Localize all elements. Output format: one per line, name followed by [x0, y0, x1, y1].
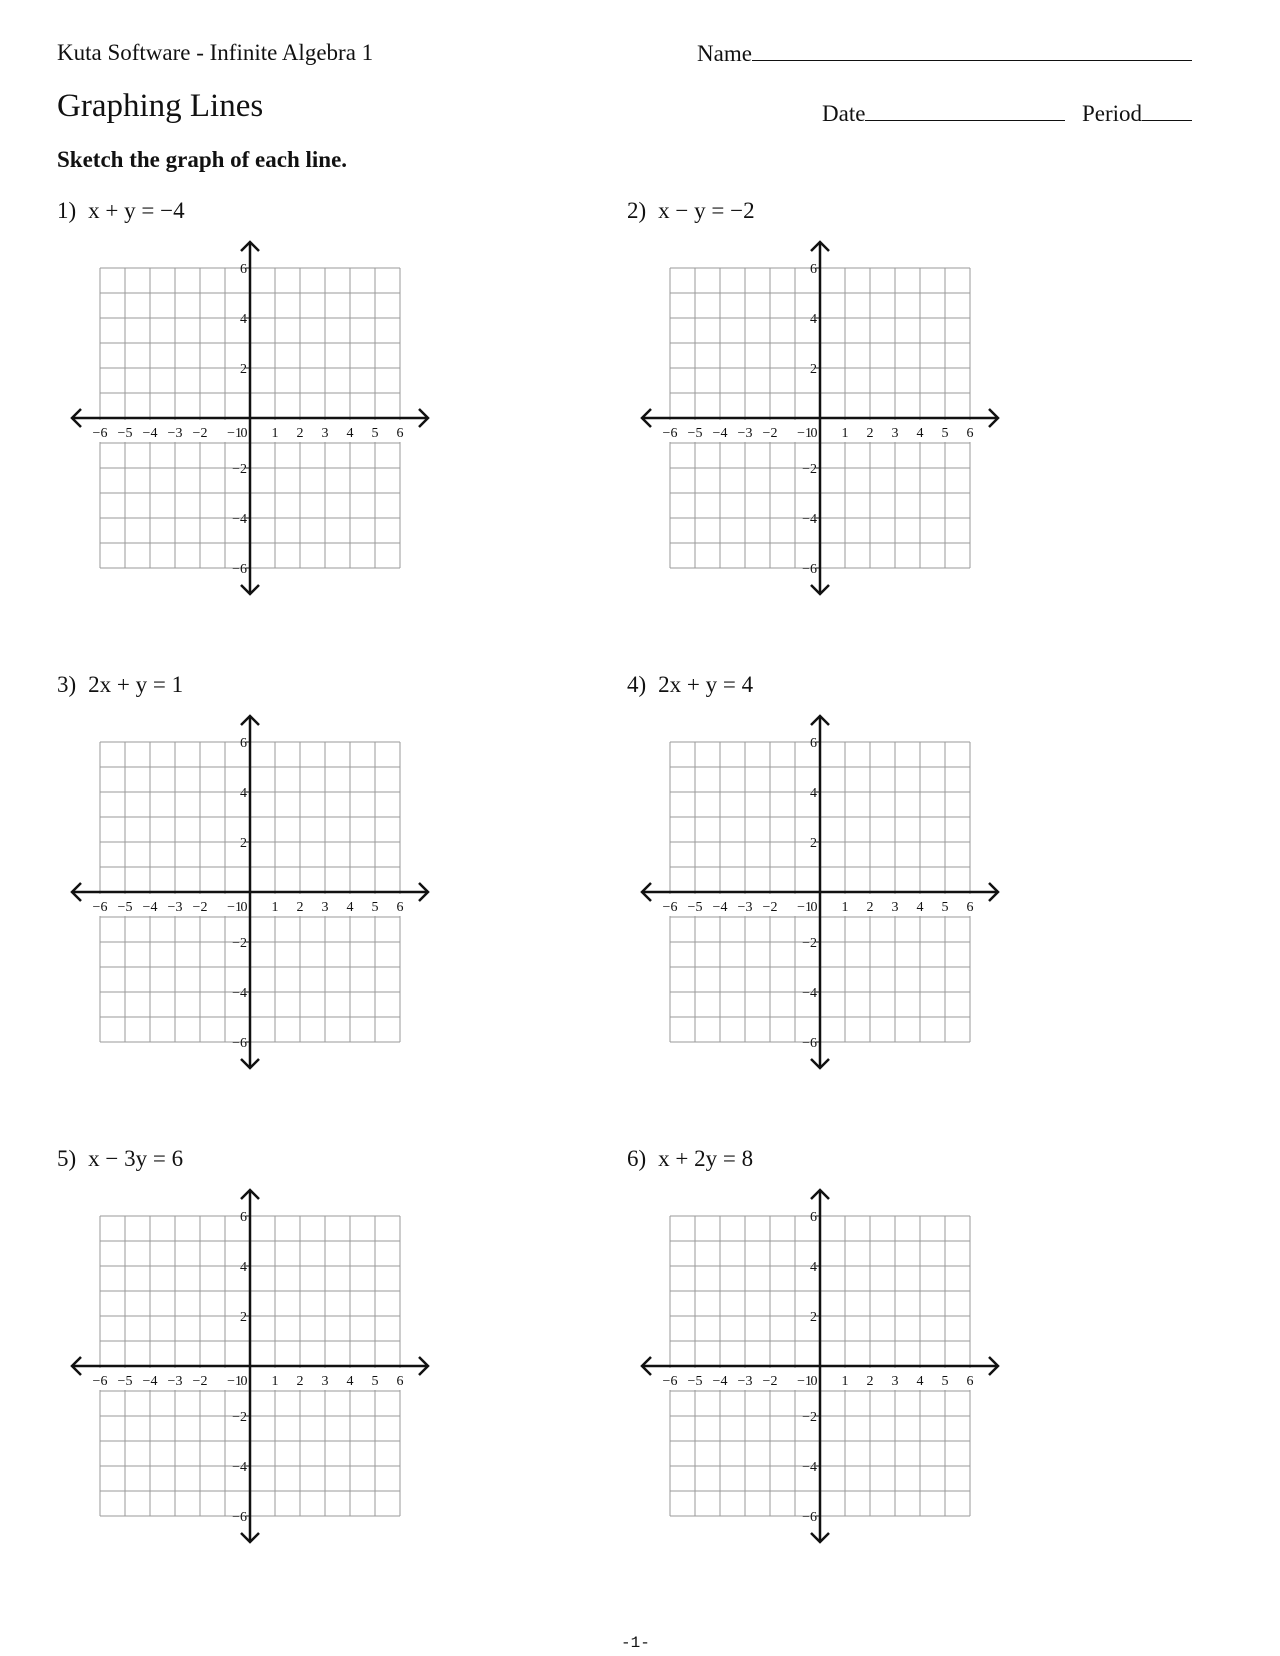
x-tick-label: 6 [396, 426, 404, 441]
period-blank[interactable] [1142, 100, 1192, 121]
problem-equation: x + y = −4 [88, 198, 185, 223]
x-tick-label: 2 [866, 900, 874, 915]
x-tick-label: 2 [866, 1374, 874, 1389]
x-tick-label: 2 [296, 1374, 304, 1389]
problem-3-label [57, 672, 183, 698]
x-tick-label: 4 [916, 900, 924, 915]
x-tick-label: −1 [227, 900, 242, 915]
x-tick-label: 6 [966, 900, 974, 915]
y-tick-label: −4 [232, 986, 247, 1001]
y-tick-label: 4 [240, 786, 247, 801]
y-tick-label: −2 [802, 462, 817, 477]
x-tick-label: 3 [321, 426, 329, 441]
x-tick-label: −3 [737, 1374, 753, 1389]
y-tick-label: −6 [232, 1510, 247, 1525]
problem-equation: 2x + y = 1 [88, 672, 184, 697]
x-tick-label: 3 [321, 1374, 329, 1389]
x-tick-label: 4 [916, 1374, 924, 1389]
x-tick-label: 0 [810, 1374, 818, 1389]
x-tick-label: 0 [810, 426, 818, 441]
problem-equation: x − 3y = 6 [88, 1146, 184, 1171]
x-tick-label: 4 [346, 1374, 354, 1389]
x-tick-label: −5 [687, 1374, 703, 1389]
x-tick-label: −1 [797, 900, 812, 915]
coordinate-grid-6[interactable] [640, 1186, 1000, 1546]
x-tick-label: −4 [142, 426, 158, 441]
x-tick-label: 1 [841, 900, 849, 915]
x-tick-label: 1 [271, 1374, 279, 1389]
x-tick-label: −5 [117, 900, 133, 915]
problem-6-label [627, 1146, 753, 1172]
coordinate-grid-2[interactable] [640, 238, 1000, 598]
problem-2-label [627, 198, 755, 224]
x-tick-label: 0 [810, 900, 818, 915]
x-tick-label: −2 [192, 900, 208, 915]
problem-number: 4) [627, 672, 647, 697]
x-tick-label: −6 [92, 426, 108, 441]
x-tick-label: −2 [762, 1374, 778, 1389]
x-tick-label: −4 [712, 900, 728, 915]
x-tick-label: −5 [687, 900, 703, 915]
y-tick-label: −6 [802, 562, 817, 577]
x-tick-label: 2 [296, 426, 304, 441]
problem-1-label [57, 198, 185, 224]
x-tick-label: 1 [271, 900, 279, 915]
x-tick-label: 5 [371, 900, 379, 915]
y-tick-label: 2 [240, 1310, 247, 1325]
x-tick-label: −3 [167, 426, 183, 441]
y-tick-label: 2 [240, 836, 247, 851]
y-tick-label: −4 [802, 512, 817, 527]
y-tick-label: −6 [802, 1510, 817, 1525]
x-tick-label: −5 [117, 426, 133, 441]
x-tick-label: −4 [712, 426, 728, 441]
name-field[interactable] [697, 40, 1192, 67]
x-tick-label: −4 [142, 1374, 158, 1389]
x-tick-label: −4 [712, 1374, 728, 1389]
problem-number: 3) [57, 672, 77, 697]
y-tick-label: 2 [240, 362, 247, 377]
y-tick-label: −2 [802, 936, 817, 951]
y-tick-label: 2 [810, 1310, 817, 1325]
x-tick-label: 0 [240, 426, 248, 441]
y-tick-label: −4 [802, 1460, 817, 1475]
y-tick-label: −2 [232, 1410, 247, 1425]
name-blank[interactable] [752, 40, 1192, 61]
y-tick-label: 4 [810, 1260, 817, 1275]
problem-equation: 2x + y = 4 [658, 672, 754, 697]
x-tick-label: −5 [117, 1374, 133, 1389]
x-tick-label: 5 [941, 900, 949, 915]
date-blank[interactable] [865, 100, 1065, 121]
coordinate-grid-1[interactable] [70, 238, 430, 598]
x-tick-label: −1 [227, 426, 242, 441]
y-tick-label: 4 [240, 312, 247, 327]
y-tick-label: 4 [240, 1260, 247, 1275]
x-tick-label: 0 [240, 1374, 248, 1389]
x-tick-label: −6 [662, 1374, 678, 1389]
y-tick-label: −2 [232, 462, 247, 477]
x-tick-label: −4 [142, 900, 158, 915]
y-tick-label: −6 [232, 562, 247, 577]
coordinate-grid-3[interactable] [70, 712, 430, 1072]
y-tick-label: −4 [802, 986, 817, 1001]
x-tick-label: −1 [227, 1374, 242, 1389]
problem-number: 5) [57, 1146, 77, 1171]
x-tick-label: 3 [321, 900, 329, 915]
x-tick-label: 4 [346, 900, 354, 915]
x-tick-label: 6 [966, 426, 974, 441]
x-tick-label: −2 [192, 426, 208, 441]
name-label: Name [697, 41, 752, 66]
problem-number: 6) [627, 1146, 647, 1171]
x-tick-label: 3 [891, 900, 899, 915]
x-tick-label: 2 [866, 426, 874, 441]
x-tick-label: 1 [841, 426, 849, 441]
software-header: Kuta Software - Infinite Algebra 1 [57, 40, 374, 65]
x-tick-label: 5 [371, 1374, 379, 1389]
x-tick-label: −6 [92, 900, 108, 915]
x-tick-label: −2 [192, 1374, 208, 1389]
period-field[interactable] [1082, 100, 1192, 127]
x-tick-label: 6 [966, 1374, 974, 1389]
y-tick-label: −2 [232, 936, 247, 951]
period-label: Period [1082, 101, 1143, 126]
x-tick-label: 4 [346, 426, 354, 441]
y-tick-label: 6 [240, 1210, 247, 1225]
x-tick-label: 5 [941, 426, 949, 441]
x-tick-label: −5 [687, 426, 703, 441]
y-tick-label: 4 [810, 312, 817, 327]
x-tick-label: −6 [92, 1374, 108, 1389]
page-number: -1- [621, 1634, 650, 1652]
problem-4-label [627, 672, 753, 698]
y-tick-label: −6 [232, 1036, 247, 1051]
y-tick-label: −2 [802, 1410, 817, 1425]
x-tick-label: 3 [891, 1374, 899, 1389]
y-tick-label: 2 [810, 836, 817, 851]
y-tick-label: 6 [240, 262, 247, 277]
y-tick-label: −4 [232, 1460, 247, 1475]
y-tick-label: −4 [232, 512, 247, 527]
y-tick-label: 6 [810, 736, 817, 751]
date-label: Date [822, 101, 866, 126]
problem-number: 1) [57, 198, 77, 223]
problem-equation: x + 2y = 8 [658, 1146, 754, 1171]
instructions: Sketch the graph of each line. [57, 147, 348, 172]
x-tick-label: −1 [797, 426, 812, 441]
x-tick-label: 2 [296, 900, 304, 915]
x-tick-label: 1 [271, 426, 279, 441]
y-tick-label: 2 [810, 362, 817, 377]
x-tick-label: −6 [662, 426, 678, 441]
y-tick-label: 6 [240, 736, 247, 751]
x-tick-label: −2 [762, 426, 778, 441]
x-tick-label: 5 [941, 1374, 949, 1389]
page-title: Graphing Lines [57, 88, 264, 124]
x-tick-label: −3 [167, 900, 183, 915]
y-tick-label: 6 [810, 262, 817, 277]
x-tick-label: 0 [240, 900, 248, 915]
coordinate-grid-5[interactable] [70, 1186, 430, 1546]
x-tick-label: −2 [762, 900, 778, 915]
x-tick-label: −6 [662, 900, 678, 915]
x-tick-label: −3 [167, 1374, 183, 1389]
y-tick-label: 4 [810, 786, 817, 801]
x-tick-label: 1 [841, 1374, 849, 1389]
x-tick-label: 5 [371, 426, 379, 441]
x-tick-label: 3 [891, 426, 899, 441]
x-tick-label: 6 [396, 900, 404, 915]
problem-equation: x − y = −2 [658, 198, 755, 223]
coordinate-grid-4[interactable] [640, 712, 1000, 1072]
problem-number: 2) [627, 198, 647, 223]
x-tick-label: −1 [797, 1374, 812, 1389]
y-tick-label: −6 [802, 1036, 817, 1051]
y-tick-label: 6 [810, 1210, 817, 1225]
x-tick-label: 6 [396, 1374, 404, 1389]
x-tick-label: 4 [916, 426, 924, 441]
problem-5-label [57, 1146, 183, 1172]
x-tick-label: −3 [737, 426, 753, 441]
date-field[interactable] [822, 100, 1065, 127]
x-tick-label: −3 [737, 900, 753, 915]
